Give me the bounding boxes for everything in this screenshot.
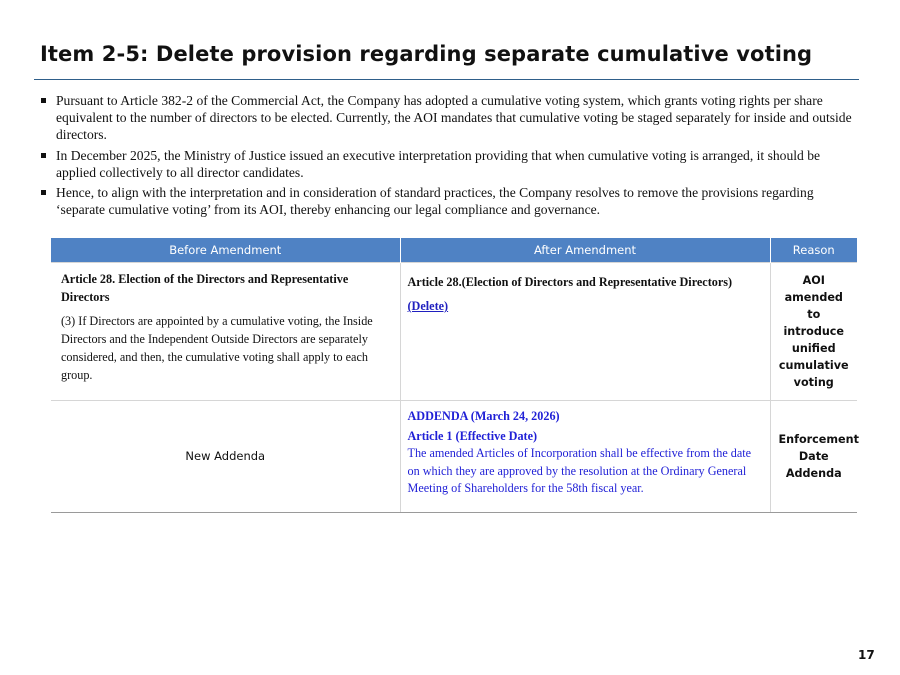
bullet-item [40,147,862,181]
cell-addenda [400,401,770,513]
bullet-text: Pursuant to Article 382-2 of the Commercial Act, the Company has adopted a cumulative voting system, which grants voting rights per share equivalent to the number of directors to be elected. Currently, the AOI mandates that cumulative voting be staged separately for inside and outside directors. [56,93,852,143]
cell-before-amendment [51,263,400,401]
bullet-square-icon [41,190,46,195]
table-row [51,401,857,513]
header-after-amendment: After Amendment [400,238,770,263]
addenda-heading: ADDENDA (March 24, 2026) [407,409,560,423]
table-row [51,263,857,401]
title-divider [34,79,859,80]
addenda-article-title: Article 1 (Effective Date) [407,428,538,443]
cell-after-amendment [400,263,770,401]
bullet-square-icon [41,98,46,103]
reason-cell: AOI amended to introduce unified cumulative voting [770,263,857,401]
article-28-before-title: Article 28. Election of the Directors and Representative Directors [61,272,349,304]
reason-cell: Enforcement Date Addenda [770,401,857,513]
bullet-list [40,92,862,221]
delete-marker: (Delete) [407,299,449,313]
amendment-table [51,238,857,513]
page-number: 17 [858,648,875,662]
bullet-item [40,184,862,218]
table-header-row [51,238,857,263]
article-28-after-title: Article 28.(Election of Directors and Representative Directors) [407,275,733,289]
article-28-before-text: (3) If Directors are appointed by a cumulative voting, the Inside Directors and the Independent Outside Directors are separately considered, and then, the cumulative voting shall apply to each group. [61,314,373,382]
page-title: Item 2-5: Delete provision regarding separate cumulative voting [40,42,813,66]
header-before-amendment: Before Amendment [51,238,400,263]
bullet-square-icon [41,153,46,158]
header-reason: Reason [770,238,857,263]
bullet-item [40,92,862,144]
addenda-article-text: The amended Articles of Incorporation shall be effective from the date on which they are approved by the resolution at the Ordinary General Meeting of Shareholders for the 58th fiscal year. [407,446,752,495]
bullet-text: In December 2025, the Ministry of Justice issued an executive interpretation providing that when cumulative voting is arranged, it should be applied collectively to all director candidates. [56,147,821,180]
new-addenda-label: New Addenda [51,401,400,513]
bullet-text: Hence, to align with the interpretation and in consideration of standard practices, the Company resolves to remove the provisions regarding ‘separate cumulative voting’ from its AOI, thereby enhancing our legal compliance and governance. [56,185,814,218]
